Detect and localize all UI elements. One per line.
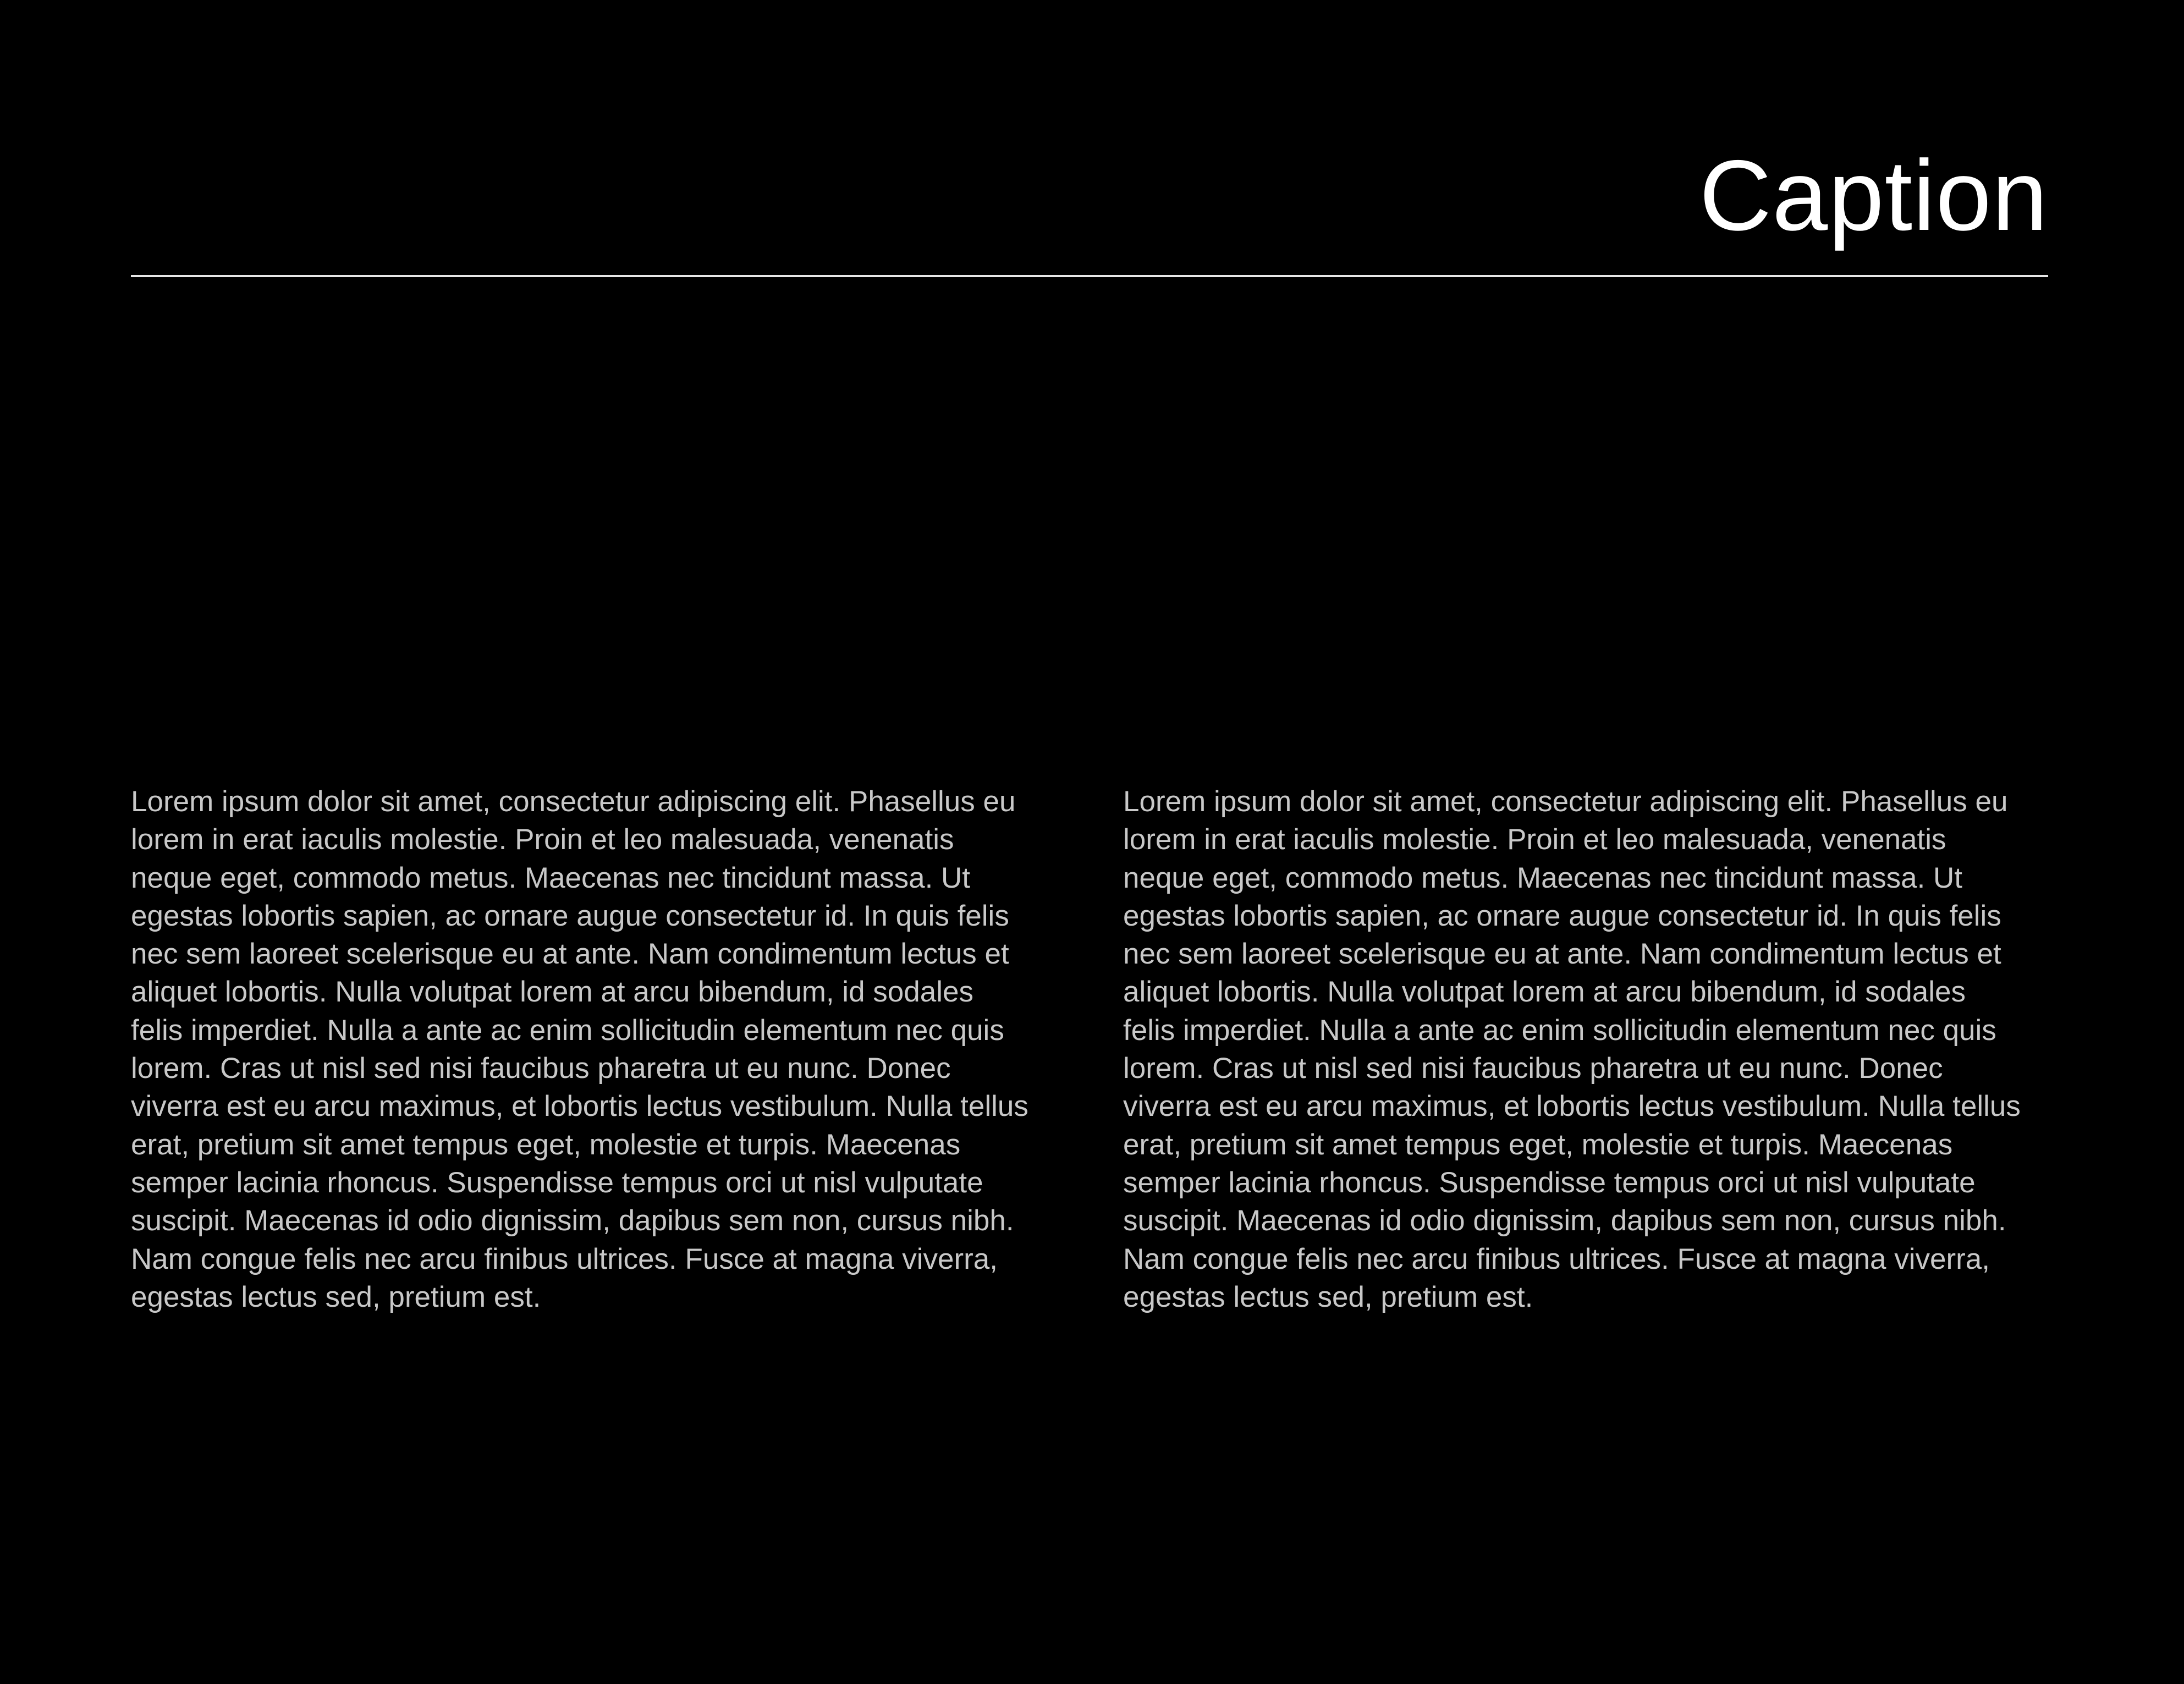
body-text-column-right: Lorem ipsum dolor sit amet, consectetur adipiscing elit. Phasellus eu lorem in erat iaculis molestie. Proin et leo malesuada, venenatis neque eget, commodo metus. Maecenas nec tincidunt massa. Ut egestas lobortis sapien, ac ornare augue consectetur id. In quis felis nec sem laoreet scelerisque eu at ante. Nam condimentum lectus et aliquet lobortis. Nulla volutpat lorem at arcu bibendum, id sodales felis imperdiet. Nulla a ante ac enim sollicitudin elementum nec quis lorem. Cras ut nisl sed nisi faucibus pharetra ut eu nunc. Donec viverra est eu arcu maximus, et lobortis lectus vestibulum. Nulla tellus erat, pretium sit amet tempus eget, molestie et turpis. Maecenas semper lacinia rhoncus. Suspendisse tempus orci ut nisl vulputate suscipit. Maecenas id odio dignissim, dapibus sem non, cursus nibh. Nam congue felis nec arcu finibus ultrices. Fusce at magna viverra, egestas lectus sed, pretium est. [1123,785,2021,1313]
page-title: Caption [1699,139,2048,251]
body-text-column-left: Lorem ipsum dolor sit amet, consectetur adipiscing elit. Phasellus eu lorem in erat iaculis molestie. Proin et leo malesuada, venenatis neque eget, commodo metus. Maecenas nec tincidunt massa. Ut egestas lobortis sapien, ac ornare augue consectetur id. In quis felis nec sem laoreet scelerisque eu at ante. Nam condimentum lectus et aliquet lobortis. Nulla volutpat lorem at arcu bibendum, id sodales felis imperdiet. Nulla a ante ac enim sollicitudin elementum nec quis lorem. Cras ut nisl sed nisi faucibus pharetra ut eu nunc. Donec viverra est eu arcu maximus, et lobortis lectus vestibulum. Nulla tellus erat, pretium sit amet tempus eget, molestie et turpis. Maecenas semper lacinia rhoncus. Suspendisse tempus orci ut nisl vulputate suscipit. Maecenas id odio dignissim, dapibus sem non, cursus nibh. Nam congue felis nec arcu finibus ultrices. Fusce at magna viverra, egestas lectus sed, pretium est. [131,785,1028,1313]
title-divider [131,275,2048,277]
